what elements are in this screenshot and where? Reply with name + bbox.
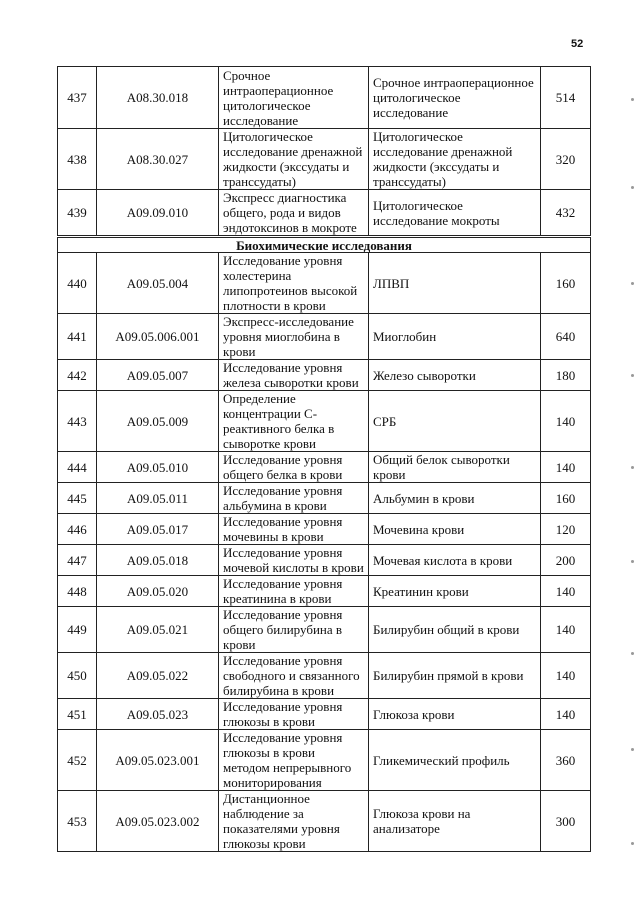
service-short-name-cell: Глюкоза крови на анализаторе <box>369 791 541 852</box>
service-name-cell: Исследование уровня свободного и связанного билирубина в крови <box>219 653 369 699</box>
service-code-cell: A09.05.004 <box>97 253 219 314</box>
row-number-cell: 446 <box>58 514 97 545</box>
table-row <box>58 360 591 391</box>
service-name-cell: Исследование уровня альбумина в крови <box>219 483 369 514</box>
table-row <box>58 730 591 791</box>
service-name-cell: Экспресс диагностика общего, рода и видов эндотоксинов в мокроте <box>219 190 369 237</box>
service-name-cell: Исследование уровня креатинина в крови <box>219 576 369 607</box>
table-row <box>58 514 591 545</box>
service-code-cell: A09.05.017 <box>97 514 219 545</box>
price-list-body <box>58 67 591 852</box>
service-short-name-cell: Срочное интраоперационное цитологическое исследование <box>369 67 541 129</box>
price-cell: 640 <box>541 314 591 360</box>
scan-margin-mark <box>631 186 634 189</box>
row-number-cell: 447 <box>58 545 97 576</box>
price-cell: 200 <box>541 545 591 576</box>
service-short-name-cell: Билирубин общий в крови <box>369 607 541 653</box>
table-row <box>58 452 591 483</box>
service-code-cell: A09.05.023.002 <box>97 791 219 852</box>
scan-margin-mark <box>631 466 634 469</box>
scan-margin-mark <box>631 282 634 285</box>
table-row <box>58 653 591 699</box>
row-number-cell: 440 <box>58 253 97 314</box>
service-code-cell: A09.05.023.001 <box>97 730 219 791</box>
service-code-cell: A09.09.010 <box>97 190 219 237</box>
price-cell: 180 <box>541 360 591 391</box>
price-cell: 514 <box>541 67 591 129</box>
price-cell: 140 <box>541 576 591 607</box>
price-list-table <box>57 66 591 852</box>
section-header-row <box>58 237 591 253</box>
scan-margin-mark <box>631 748 634 751</box>
service-name-cell: Исследование уровня мочевой кислоты в крови <box>219 545 369 576</box>
row-number-cell: 448 <box>58 576 97 607</box>
price-cell: 120 <box>541 514 591 545</box>
row-number-cell: 438 <box>58 129 97 190</box>
service-code-cell: A09.05.018 <box>97 545 219 576</box>
service-short-name-cell: ЛПВП <box>369 253 541 314</box>
service-short-name-cell: Мочевина крови <box>369 514 541 545</box>
service-short-name-cell: Цитологическое исследование мокроты <box>369 190 541 237</box>
scan-margin-mark <box>631 652 634 655</box>
service-name-cell: Исследование уровня общего белка в крови <box>219 452 369 483</box>
price-cell: 360 <box>541 730 591 791</box>
price-cell: 140 <box>541 607 591 653</box>
row-number-cell: 451 <box>58 699 97 730</box>
row-number-cell: 442 <box>58 360 97 391</box>
table-row <box>58 129 591 190</box>
row-number-cell: 450 <box>58 653 97 699</box>
price-cell: 140 <box>541 391 591 452</box>
service-short-name-cell: Общий белок сыворотки крови <box>369 452 541 483</box>
service-code-cell: A08.30.027 <box>97 129 219 190</box>
price-cell: 160 <box>541 483 591 514</box>
table-row <box>58 545 591 576</box>
row-number-cell: 453 <box>58 791 97 852</box>
table-row <box>58 607 591 653</box>
service-name-cell: Исследование уровня железа сыворотки крови <box>219 360 369 391</box>
price-cell: 160 <box>541 253 591 314</box>
service-name-cell: Исследование уровня глюкозы в крови методом непрерывного мониторирования <box>219 730 369 791</box>
table-row <box>58 190 591 237</box>
table-row <box>58 483 591 514</box>
service-code-cell: A09.05.011 <box>97 483 219 514</box>
row-number-cell: 444 <box>58 452 97 483</box>
service-short-name-cell: СРБ <box>369 391 541 452</box>
service-code-cell: A09.05.006.001 <box>97 314 219 360</box>
row-number-cell: 439 <box>58 190 97 237</box>
service-name-cell: Определение концентрации С-реактивного белка в сыворотке крови <box>219 391 369 452</box>
price-cell: 432 <box>541 190 591 237</box>
service-short-name-cell: Гликемический профиль <box>369 730 541 791</box>
scan-margin-mark <box>631 560 634 563</box>
section-title: Биохимические исследования <box>58 237 591 253</box>
service-name-cell: Исследование уровня мочевины в крови <box>219 514 369 545</box>
row-number-cell: 449 <box>58 607 97 653</box>
row-number-cell: 437 <box>58 67 97 129</box>
service-short-name-cell: Билирубин прямой в крови <box>369 653 541 699</box>
service-name-cell: Срочное интраоперационное цитологическое исследование <box>219 67 369 129</box>
table-row <box>58 67 591 129</box>
service-short-name-cell: Альбумин в крови <box>369 483 541 514</box>
price-cell: 300 <box>541 791 591 852</box>
service-name-cell: Дистанционное наблюдение за показателями уровня глюкозы крови <box>219 791 369 852</box>
service-name-cell: Исследование уровня холестерина липопротеинов высокой плотности в крови <box>219 253 369 314</box>
table-row <box>58 791 591 852</box>
service-code-cell: A09.05.022 <box>97 653 219 699</box>
price-cell: 140 <box>541 452 591 483</box>
service-name-cell: Исследование уровня глюкозы в крови <box>219 699 369 730</box>
row-number-cell: 441 <box>58 314 97 360</box>
table-row <box>58 391 591 452</box>
table-row <box>58 314 591 360</box>
service-short-name-cell: Цитологическое исследование дренажной жидкости (экссудаты и транссудаты) <box>369 129 541 190</box>
service-code-cell: A09.05.021 <box>97 607 219 653</box>
scan-margin-mark <box>631 374 634 377</box>
table-row <box>58 699 591 730</box>
service-code-cell: A09.05.009 <box>97 391 219 452</box>
row-number-cell: 452 <box>58 730 97 791</box>
price-cell: 320 <box>541 129 591 190</box>
service-short-name-cell: Миоглобин <box>369 314 541 360</box>
page-number: 52 <box>571 38 584 50</box>
service-code-cell: A09.05.007 <box>97 360 219 391</box>
price-cell: 140 <box>541 699 591 730</box>
service-short-name-cell: Глюкоза крови <box>369 699 541 730</box>
scan-margin-mark <box>631 842 634 845</box>
service-short-name-cell: Креатинин крови <box>369 576 541 607</box>
service-code-cell: A09.05.023 <box>97 699 219 730</box>
scan-margin-mark <box>631 98 634 101</box>
row-number-cell: 443 <box>58 391 97 452</box>
service-code-cell: A09.05.010 <box>97 452 219 483</box>
service-short-name-cell: Мочевая кислота в крови <box>369 545 541 576</box>
service-code-cell: A08.30.018 <box>97 67 219 129</box>
service-code-cell: A09.05.020 <box>97 576 219 607</box>
table-row <box>58 576 591 607</box>
price-cell: 140 <box>541 653 591 699</box>
service-name-cell: Исследование уровня общего билирубина в крови <box>219 607 369 653</box>
service-name-cell: Цитологическое исследование дренажной жидкости (экссудаты и транссудаты) <box>219 129 369 190</box>
table-row <box>58 253 591 314</box>
row-number-cell: 445 <box>58 483 97 514</box>
service-name-cell: Экспресс-исследование уровня миоглобина в крови <box>219 314 369 360</box>
service-short-name-cell: Железо сыворотки <box>369 360 541 391</box>
